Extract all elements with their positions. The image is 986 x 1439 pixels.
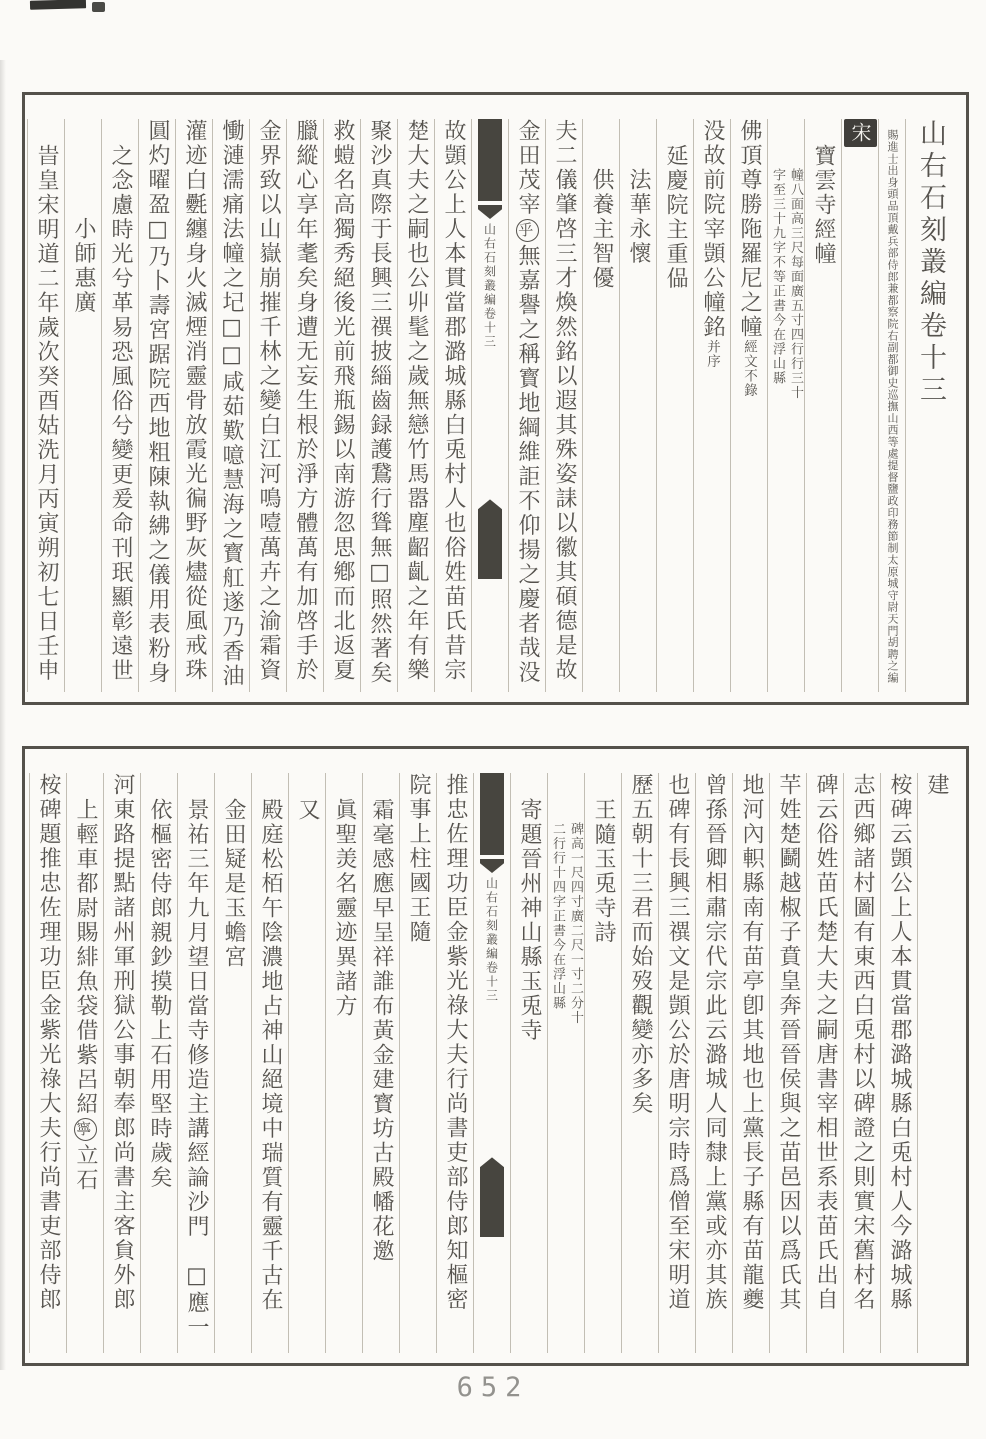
heading-column (584, 773, 621, 1353)
fold-black-bar (478, 119, 502, 201)
column-text: 臘縱心享年耄矣身遭无妄生根於淨方體萬有加啓手於 (293, 119, 318, 683)
body-column (434, 119, 471, 692)
fishtail-mark (480, 1157, 504, 1171)
column-text: 無嘉譽之稱寳地綱維詎不仰揚之慶者哉没 (515, 244, 540, 685)
body-column (175, 119, 212, 692)
fishtail-mark (478, 205, 502, 219)
compiler-column (878, 119, 905, 692)
body-column (29, 773, 66, 1353)
heading-column (288, 773, 325, 1353)
column-text: 王隨玉兎寺詩 (591, 797, 616, 945)
circled-character: 寧 (74, 1118, 97, 1141)
page-number: 652 (456, 1372, 530, 1403)
column-text: 上輕車都尉賜緋魚袋借紫呂紹 (73, 797, 98, 1116)
column-text: 旹皇宋明道二年歲次癸酉姑洗月丙寅朔初七日壬申 (34, 143, 59, 683)
note-line: 碑高一尺四寸廣二尺一寸二分十 (568, 822, 583, 1025)
body-column (397, 119, 434, 692)
body-column (286, 119, 323, 692)
body-column (399, 773, 436, 1353)
body-column (545, 119, 582, 692)
column-text: 立石 (73, 1143, 98, 1192)
note-line: 幢八面高三尺每面廣五寸四行行三十 (788, 168, 803, 400)
label-column (841, 119, 878, 692)
circled-character: 乎 (516, 219, 539, 242)
body-column (325, 773, 362, 1353)
body-column (64, 119, 101, 692)
column-text: 殿庭松栢午陰濃地占神山絕境中瑞質有靈千古在 (258, 797, 283, 1312)
column-text: 救螘名高獨秀絕後光前飛瓶錫以南游忽思鄕而北返夏 (330, 119, 355, 683)
note-line: 二行行十四字正書今在浮山縣 (550, 822, 565, 1011)
column-text: 聚沙真際于長興三禩披緇齒録護鵞行聳無□照然著矣 (367, 119, 392, 686)
body-column (177, 773, 214, 1353)
body-column (619, 119, 656, 692)
body-column (362, 773, 399, 1353)
body-column (140, 773, 177, 1353)
body-column (27, 119, 64, 692)
body-column (212, 119, 249, 692)
column-text: 眞聖羙名靈迹異諸方 (332, 797, 357, 1018)
column-text: 小師惠廣 (71, 217, 96, 315)
column-text: 寶雲寺經幢 (811, 143, 836, 266)
column-text: 佛頂尊勝陁羅尼之幢 (737, 119, 762, 340)
fold-column (473, 773, 510, 1353)
heading-column (510, 773, 547, 1353)
column-text: 灌迹白氎纏身火滅煙消靈骨放霞光徧野灰燼從風戒珠 (182, 119, 207, 683)
column-text: 金田疑是玉蟾宮 (221, 797, 246, 969)
heading-column (730, 119, 767, 692)
fishtail-mark (478, 499, 502, 513)
column-text: 圓灼曜盈□乃卜壽宮踞院西地粗陳執紼之儀用表粉身 (145, 119, 170, 686)
page-block-bottom-content (25, 749, 966, 1363)
column-text: 夫二儀肇啓三才煥然銘以遐其殊姿誄以徽其碩德是故 (552, 119, 577, 683)
body-column (436, 773, 473, 1353)
page-block-top (22, 92, 969, 705)
heading-column (693, 119, 730, 692)
body-column (695, 773, 732, 1353)
column-text: 依樞密侍郎親鈔摸勒上石用堅時歲矣 (147, 797, 172, 1190)
column-text: 曾孫晉卿相肅宗代宗此云潞城人同隸上黨或亦其族 (702, 773, 727, 1312)
body-column (656, 119, 693, 692)
column-text: 故顗公上人本貫當郡潞城縣白兎村人也俗姓苗氏昔宗 (441, 119, 466, 683)
column-text: 建 (924, 773, 949, 798)
page-block-top-content (25, 95, 966, 702)
column-text: 法華永懷 (626, 168, 651, 266)
column-text: 河東路提點諸州軍刑獄公事朝奉郎尚書主客貟外郎 (110, 773, 135, 1312)
body-column (621, 773, 658, 1353)
column-text: 桉碑題推忠佐理功臣金紫光祿大夫行尚書吏部侍郎 (36, 773, 61, 1312)
fold-black-bar (478, 513, 502, 579)
column-text: 楚大夫之嗣也公丱髦之歲無戀竹馬嚣塵齠齓之年有樂 (404, 119, 429, 683)
body-column (103, 773, 140, 1353)
body-column (101, 119, 138, 692)
column-text: 賜進士出身頭品頂戴兵部侍郎兼都察院右副都御史巡撫山西等處提督鹽政印務節制太原城守尉天門胡聘之編 (886, 129, 899, 684)
column-text: 地河內軹縣南有苗亭卽其地也上黨長子縣有苗龍夔 (739, 773, 764, 1312)
column-text: 金田茂宰 (515, 119, 540, 217)
column-text: 桉碑云顗公上人本貫當郡潞城縣白兎村人今潞城縣 (887, 773, 912, 1312)
dynasty-label: 宋 (844, 119, 877, 147)
column-text: 也碑有長興三禩文是顗公於唐明宗時爲僧至宋明道 (665, 773, 690, 1312)
column-text: 院事上柱國王隨 (406, 773, 431, 945)
body-column (251, 773, 288, 1353)
note-line: 字至三十九字不等正書今在浮山縣 (770, 168, 785, 386)
fold-black-bar (480, 773, 504, 855)
column-text: 霜毫感應早呈祥誰布黃金建寳坊古殿幡花邀 (369, 797, 394, 1263)
column-text: 寄題晉州神山縣玉兎寺 (517, 797, 542, 1043)
heading-column (804, 119, 841, 692)
column-text: 山右石刻叢編卷十三 (915, 119, 946, 407)
inline-annotation: 并序 (704, 339, 720, 369)
body-column (658, 773, 695, 1353)
title-column (905, 119, 954, 692)
body-column (732, 773, 769, 1353)
column-text: 志西鄉諸村圖有東西白兎村以碑證之則實宋舊村名 (850, 773, 875, 1312)
note-column (547, 773, 584, 1353)
column-text: 没故前院宰顗公幢銘 (700, 119, 725, 340)
body-column (360, 119, 397, 692)
column-text: 又 (295, 797, 320, 822)
note-column (767, 119, 804, 692)
column-text: 之念慮時光兮革易恐風俗兮變更爰命刊珉顯彰遠世 (108, 143, 133, 683)
body-column (138, 119, 175, 692)
fold-column (471, 119, 508, 692)
column-text: 歷五朝十三君而始歿觀變亦多矣 (628, 773, 653, 1116)
page-block-bottom (22, 746, 969, 1366)
body-column (582, 119, 619, 692)
column-text: 慟漣濡痛法幢之圮□□咸茹歎噫慧海之寳舡遂乃香油 (219, 119, 244, 689)
scan-smudge (30, 0, 86, 10)
column-text: 供養主智優 (589, 168, 614, 291)
body-column (249, 119, 286, 692)
column-text: 金界致以山嶽崩摧千林之變白江河鳴噎萬卉之渝霜資 (256, 119, 281, 683)
column-text: 景祐三年九月望日當寺修造主講經論沙門 □應一 (184, 797, 209, 1340)
body-column (323, 119, 360, 692)
body-column (66, 773, 103, 1353)
body-column (917, 773, 954, 1353)
scan-smudge (92, 2, 105, 12)
body-column (843, 773, 880, 1353)
fold-black-bar (480, 1171, 504, 1237)
fold-title: 山右石刻叢編卷十三 (482, 223, 497, 349)
body-column (880, 773, 917, 1353)
body-column (508, 119, 545, 692)
column-text: 推忠佐理功臣金紫光祿大夫行尚書吏部侍郎知樞密 (443, 773, 468, 1312)
fishtail-mark (480, 859, 504, 873)
column-text: 芉姓楚鬬越椒子賁皇奔晉晉侯與之苗邑因以爲氏其 (776, 773, 801, 1312)
fold-title: 山右石刻叢編卷十三 (484, 877, 499, 1003)
body-column (769, 773, 806, 1353)
scan-edge-streak (0, 60, 6, 1370)
body-column (214, 773, 251, 1353)
body-column (806, 773, 843, 1353)
inline-annotation: 經文不錄 (741, 339, 757, 398)
column-text: 延慶院主重偘 (663, 143, 688, 291)
column-text: 碑云俗姓苗氏楚大夫之嗣唐書宰相世系表苗氏出自 (813, 773, 838, 1312)
